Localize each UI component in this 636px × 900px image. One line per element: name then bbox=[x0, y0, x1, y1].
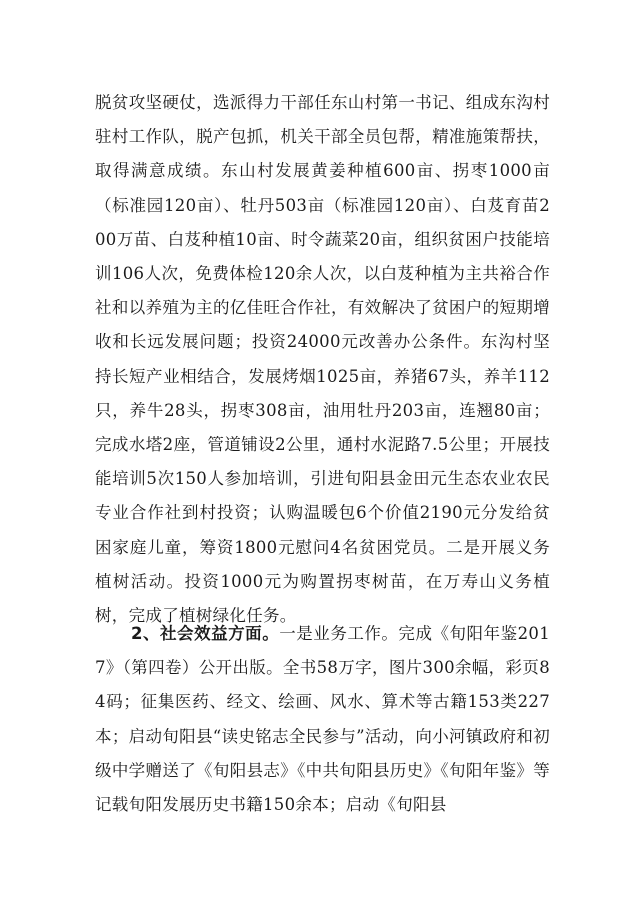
body-paragraph: 脱贫攻坚硬仗，选派得力干部任东山村第一书记、组成东沟村驻村工作队，脱产包抓，机关干部全员包帮，精准施策帮扶，取得满意成绩。东山村发展黄姜种植600亩、拐枣1000亩（标准园120亩）、牡丹503亩（标准园120亩）、白芨育苗200万苗、白芨种植10亩、时令蔬菜20亩，组织贫困户技能培训106人次，免费体检120余人次，以白芨种植为主共裕合作社和以养殖为主的亿佳旺合作社，有效解决了贫困户的短期增收和长远发展问题；投资24000元改善办公条件。东沟村坚持长短产业相结合，发展烤烟1025亩，养猪67头，养羊112只，养牛28头，拐枣308亩，油用牡丹203亩，连翘80亩；完成水塔2座，管道铺设2公里，通村水泥路7.5公里；开展技能培训5次150人参加培训，引进旬阳县金田元生态农业农民专业合作社到村投资；认购温暖包6个价值2190元分发给贫困家庭儿童，筹资1800元慰问4名贫困党员。二是开展义务植树活动。投资1000元为购置拐枣树苗，在万寿山义务植树，完成了植树绿化任务。 bbox=[95, 93, 550, 626]
section-body: 一是业务工作。完成《旬阳年鉴2017》（第四卷）公开出版。全书58万字，图片300余幅，彩页84码；征集医药、经文、绘画、风水、算术等古籍153类227本；启动旬阳县“读史铭志全民参与”活动，向小河镇政府和初级中学赠送了《旬阳县志》《中共旬阳县历史》《旬阳年鉴》等记载旬阳发展历史书籍150余本；启动《旬阳县 bbox=[95, 624, 551, 815]
section-heading: 2、社会效益方面。 bbox=[131, 624, 280, 643]
section-paragraph bbox=[95, 617, 550, 822]
